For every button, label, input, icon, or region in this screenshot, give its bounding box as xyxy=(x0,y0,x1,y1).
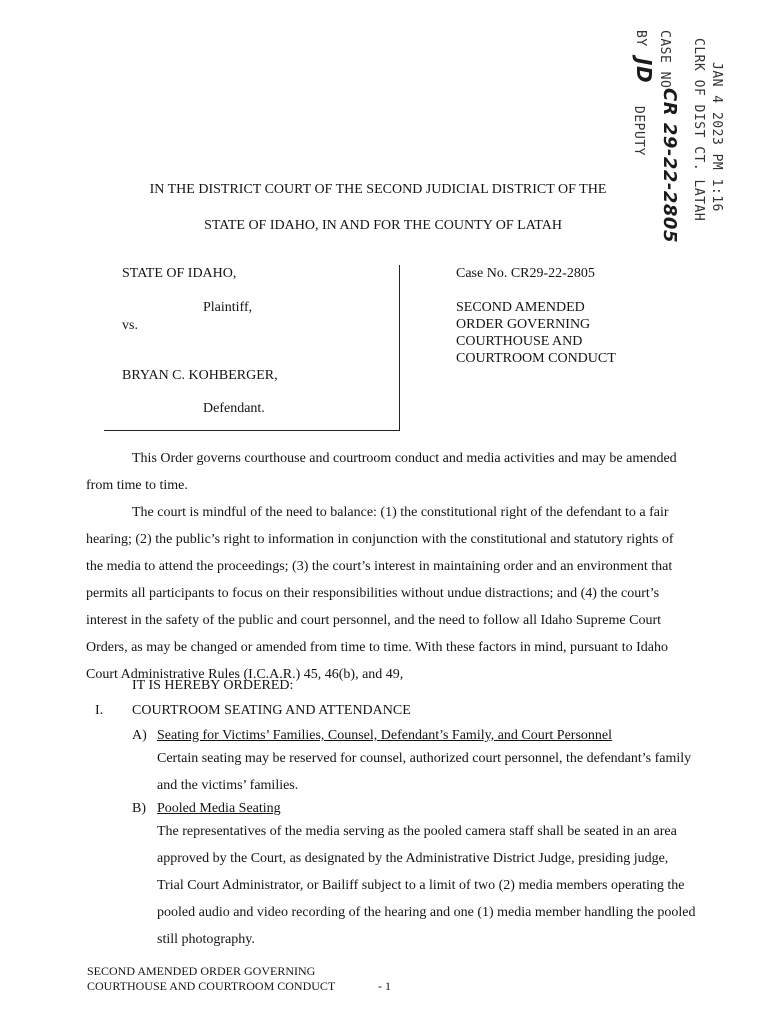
paragraph-line: hearing; (2) the public’s right to information in conjunction with the constitutional and statutory rights of xyxy=(86,532,674,547)
section-title: COURTROOM SEATING AND ATTENDANCE xyxy=(132,703,411,718)
paragraph-line: approved by the Court, as designated by the Administrative District Judge, presiding judge, xyxy=(157,851,669,866)
footer-line-1: SECOND AMENDED ORDER GOVERNING xyxy=(87,964,316,978)
document-title-line: ORDER GOVERNING xyxy=(456,317,591,332)
paragraph-line: The court is mindful of the need to balance: (1) the constitutional right of the defendant to a fair xyxy=(132,505,669,520)
stamp-case-label: CASE NO xyxy=(657,30,672,89)
subsection-a-text xyxy=(157,745,697,799)
paragraph-line: interest in the safety of the public and court personnel, and the need to follow all Idaho Supreme Court xyxy=(86,613,662,628)
subsection-b-title: Pooled Media Seating xyxy=(157,801,281,816)
stamp-clerk: CLRK OF DIST CT. LATAH xyxy=(691,38,706,222)
defendant-name: BRYAN C. KOHBERGER, xyxy=(122,368,278,383)
paragraph-line: and the victims’ families. xyxy=(157,778,299,793)
paragraph-line: This Order governs courthouse and courtroom conduct and media activities and may be amended xyxy=(132,451,677,466)
subsection-b-label: B) xyxy=(132,801,146,816)
stamp-deputy: DEPUTY xyxy=(631,106,646,156)
document-title-line: COURTHOUSE AND xyxy=(456,334,583,349)
subsection-a-title: Seating for Victims’ Families, Counsel, Defendant’s Family, and Court Personnel xyxy=(157,728,613,743)
court-heading-line-1: IN THE DISTRICT COURT OF THE SECOND JUDICIAL DISTRICT OF THE xyxy=(149,182,607,197)
paragraph-line: Trial Court Administrator, or Bailiff subject to a limit of two (2) media members operating the xyxy=(157,878,685,893)
paragraph-line: Certain seating may be reserved for counsel, authorized court personnel, the defendant’s family xyxy=(157,751,692,766)
court-heading-line-2: STATE OF IDAHO, IN AND FOR THE COUNTY OF LATAH xyxy=(204,218,562,233)
page-number: - 1 xyxy=(378,979,391,993)
paragraph-line: pooled audio and video recording of the hearing and one (1) media member handling the pooled xyxy=(157,905,696,920)
footer-line-2: COURTHOUSE AND COURTROOM CONDUCT xyxy=(87,979,336,993)
document-title-line: COURTROOM CONDUCT xyxy=(456,351,616,366)
stamp-by-signature: JD xyxy=(632,58,656,84)
subsection-a-label: A) xyxy=(132,728,147,743)
plaintiff-role: Plaintiff, xyxy=(203,300,253,315)
stamp-by-label: BY xyxy=(633,30,648,47)
caption-divider-horizontal xyxy=(104,430,400,431)
balance-paragraph xyxy=(86,499,686,688)
footer-title xyxy=(87,964,335,994)
intro-paragraph xyxy=(86,445,686,499)
document-title-line: SECOND AMENDED xyxy=(456,300,585,315)
paragraph-line: the media to attend the proceedings; (3) the court’s interest in maintaining order and an environment that xyxy=(86,559,673,574)
paragraph-line: The representatives of the media serving as the pooled camera staff shall be seated in an area xyxy=(157,824,677,839)
paragraph-line: still photography. xyxy=(157,932,255,947)
paragraph-line: from time to time. xyxy=(86,478,188,493)
paragraph-line: permits all participants to focus on their responsibilities without undue distractions; and (4) the court’s xyxy=(86,586,660,601)
document-title xyxy=(456,299,616,367)
caption-divider-vertical xyxy=(399,265,400,430)
versus: vs. xyxy=(122,318,138,333)
ordered-statement: IT IS HEREBY ORDERED: xyxy=(132,678,294,693)
clerk-filing-stamp xyxy=(612,28,730,248)
defendant-role: Defendant. xyxy=(203,401,265,416)
case-number: Case No. CR29-22-2805 xyxy=(456,266,595,281)
subsection-b-text xyxy=(157,818,697,953)
stamp-date: JAN 4 2023 PM 1:16 xyxy=(709,62,724,212)
paragraph-line: Court Administrative Rules (I.C.A.R.) 45, 46(b), and 49, xyxy=(86,667,404,682)
stamp-case-handwritten: CR 29-22-2805 xyxy=(659,88,680,243)
section-number: I. xyxy=(95,703,104,718)
plaintiff-name: STATE OF IDAHO, xyxy=(122,266,237,281)
paragraph-line: Orders, as may be changed or amended from time to time. With these factors in mind, pursuant to Idaho xyxy=(86,640,668,655)
